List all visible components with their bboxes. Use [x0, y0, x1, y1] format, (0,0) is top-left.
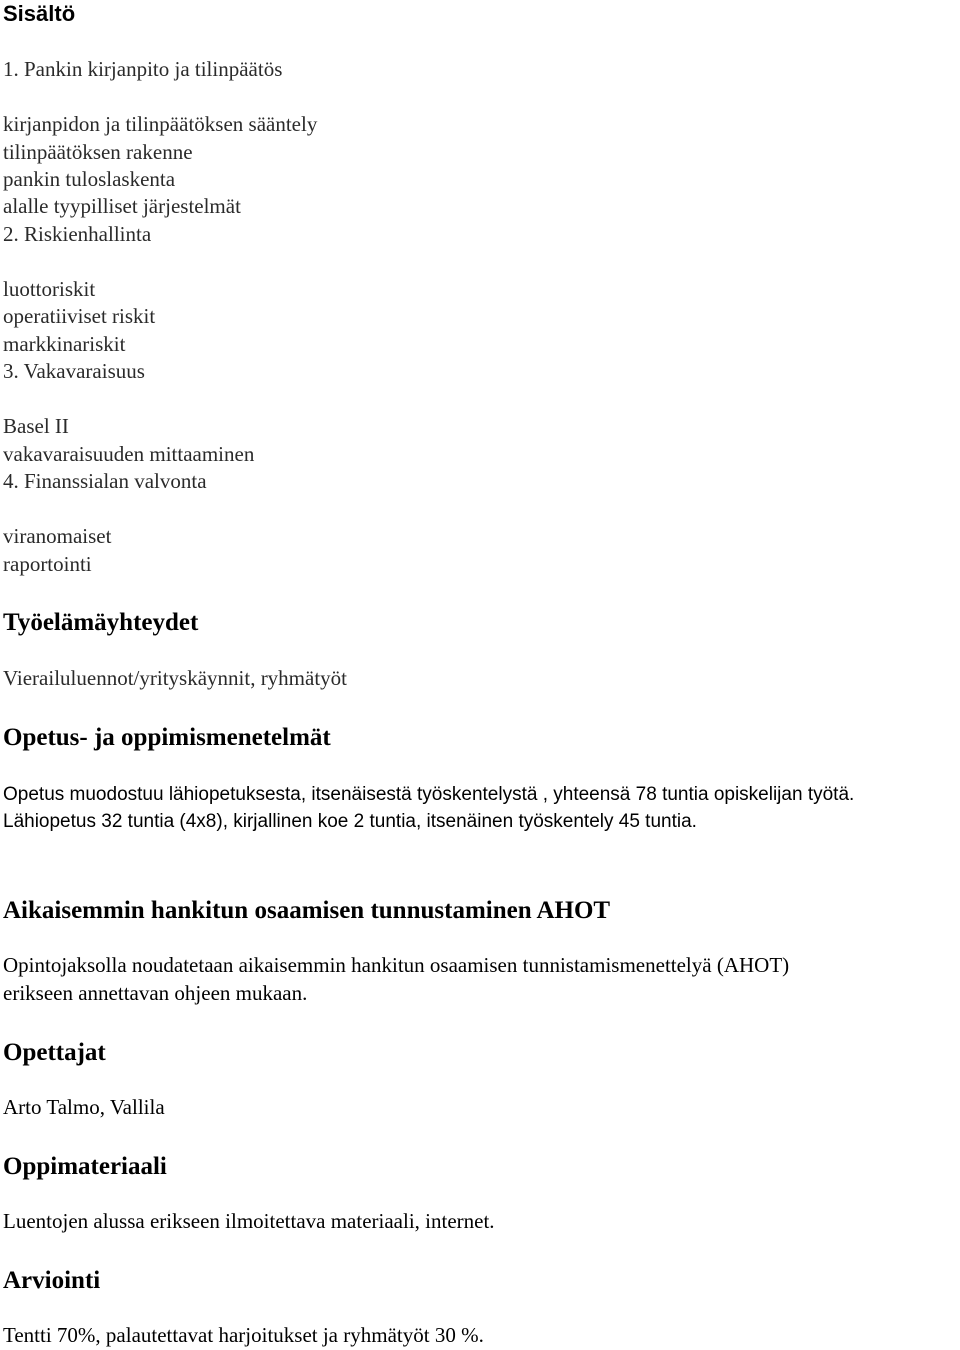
section-1-item: pankin tuloslaskenta — [3, 167, 176, 191]
section-1-item: tilinpäätöksen rakenne — [3, 140, 193, 164]
assessment-heading: Arviointi — [3, 1267, 101, 1294]
contents-title: Sisältö — [3, 1, 76, 26]
section-4-item: raportointi — [3, 552, 92, 576]
section-2-item: markkinariskit — [3, 332, 126, 356]
section-3-title: 3. Vakavaraisuus — [3, 359, 145, 383]
section-4-item: viranomaiset — [3, 524, 112, 548]
methods-text-line-1: Opetus muodostuu lähiopetuksesta, itsenäisestä työskentelystä , yhteensä 78 tuntia opiskelijan työtä. — [3, 784, 855, 805]
work-life-heading: Työelämäyhteydet — [3, 609, 199, 636]
materials-heading: Oppimateriaali — [3, 1153, 167, 1180]
methods-text-line-2: Lähiopetus 32 tuntia (4x8), kirjallinen koe 2 tuntia, itsenäinen työskentely 45 tuntia. — [3, 811, 697, 832]
teachers-text: Arto Talmo, Vallila — [3, 1095, 165, 1119]
section-2-item: operatiiviset riskit — [3, 304, 156, 328]
materials-text: Luentojen alussa erikseen ilmoitettava materiaali, internet. — [3, 1209, 495, 1233]
assessment-text: Tentti 70%, palautettavat harjoitukset ja ryhmätyöt 30 %. — [3, 1323, 484, 1347]
section-1-item: alalle tyypilliset järjestelmät — [3, 194, 241, 218]
methods-heading: Opetus- ja oppimismenetelmät — [3, 724, 331, 751]
section-1-title: 1. Pankin kirjanpito ja tilinpäätös — [3, 57, 283, 81]
section-3-item: Basel II — [3, 414, 69, 438]
section-2-title: 2. Riskienhallinta — [3, 222, 152, 246]
ahot-heading: Aikaisemmin hankitun osaamisen tunnustaminen AHOT — [3, 897, 611, 924]
ahot-text-line-1: Opintojaksolla noudatetaan aikaisemmin hankitun osaamisen tunnistamismenettelyä (AHOT) — [3, 953, 790, 977]
work-life-text: Vierailuluennot/yrityskäynnit, ryhmätyöt — [3, 666, 348, 690]
section-4-title: 4. Finanssialan valvonta — [3, 469, 207, 493]
ahot-text-line-2: erikseen annettavan ohjeen mukaan. — [3, 981, 308, 1005]
section-2-item: luottoriskit — [3, 277, 96, 301]
teachers-heading: Opettajat — [3, 1039, 106, 1066]
section-1-item: kirjanpidon ja tilinpäätöksen sääntely — [3, 112, 318, 136]
section-3-item: vakavaraisuuden mittaaminen — [3, 442, 255, 466]
